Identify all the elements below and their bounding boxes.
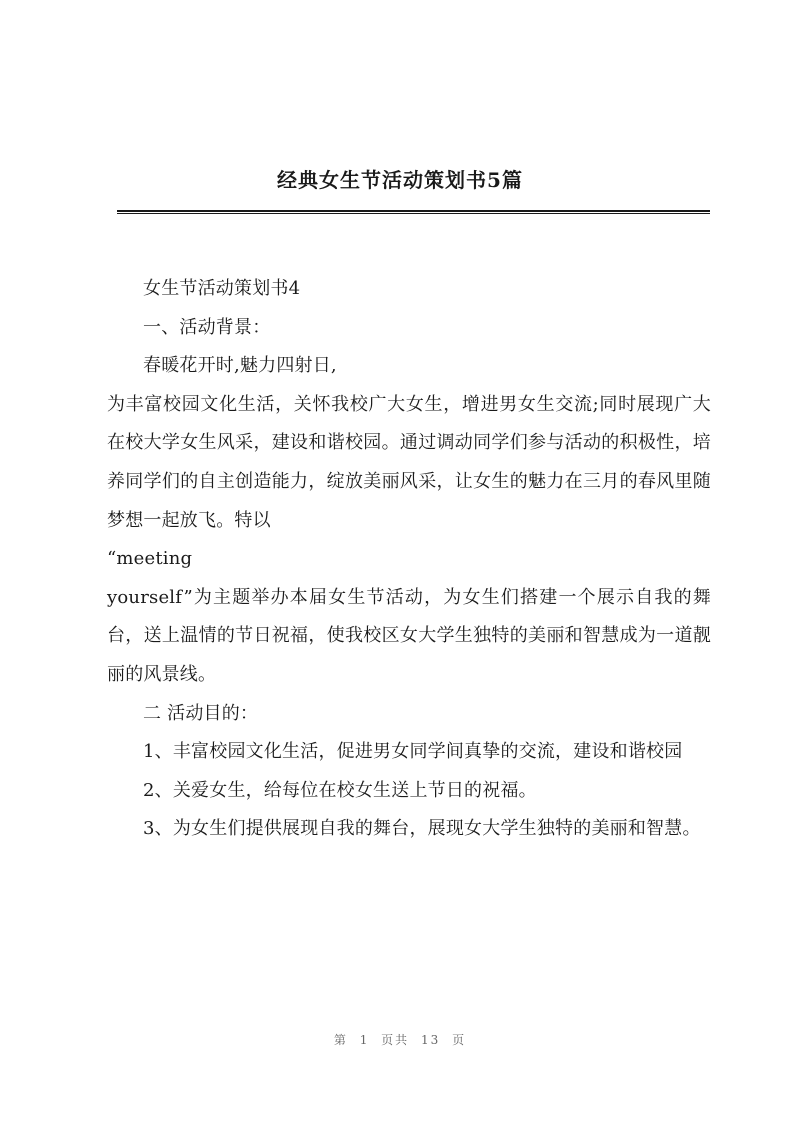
paragraph: 为丰富校园文化生活，关怀我校广大女生，增进男女生交流;同时展现广大在校大学女生风采，建设和谐校园。通过调动同学们参与活动的积极性，培养同学们的自主创造能力，绽放美丽风采，让女生的魅力在三月的春风里随梦想一起放飞。特以 [107, 393, 711, 531]
subsection-heading-background: 一、活动背景： [143, 316, 271, 338]
title-divider [117, 210, 710, 214]
paragraph: yourself”为主题举办本届女生节活动，为女生们搭建一个展示自我的舞台，送上温情的节日祝福，使我校区女大学生独特的美丽和智慧成为一道靓丽的风景线。 [107, 586, 711, 685]
section-heading: 女生节活动策划书4 [143, 278, 301, 299]
list-item: 1、丰富校园文化生活，促进男女同学间真挚的交流，建设和谐校园 [143, 741, 683, 763]
subsection-heading-purpose: 二 活动目的： [143, 702, 259, 724]
list-item: 3、为女生们提供展现自我的舞台，展现女大学生独特的美丽和智慧。 [143, 818, 701, 840]
list-item: 2、关爱女生，给每位在校女生送上节日的祝福。 [143, 779, 537, 801]
document-title: 经典女生节活动策划书5篇 [277, 168, 523, 192]
paragraph: “meeting [107, 548, 193, 570]
paragraph: 春暖花开时,魅力四射日, [143, 355, 337, 377]
document-body [107, 270, 711, 849]
page-number-footer: 第 1 页共 13 页 [333, 1033, 467, 1047]
